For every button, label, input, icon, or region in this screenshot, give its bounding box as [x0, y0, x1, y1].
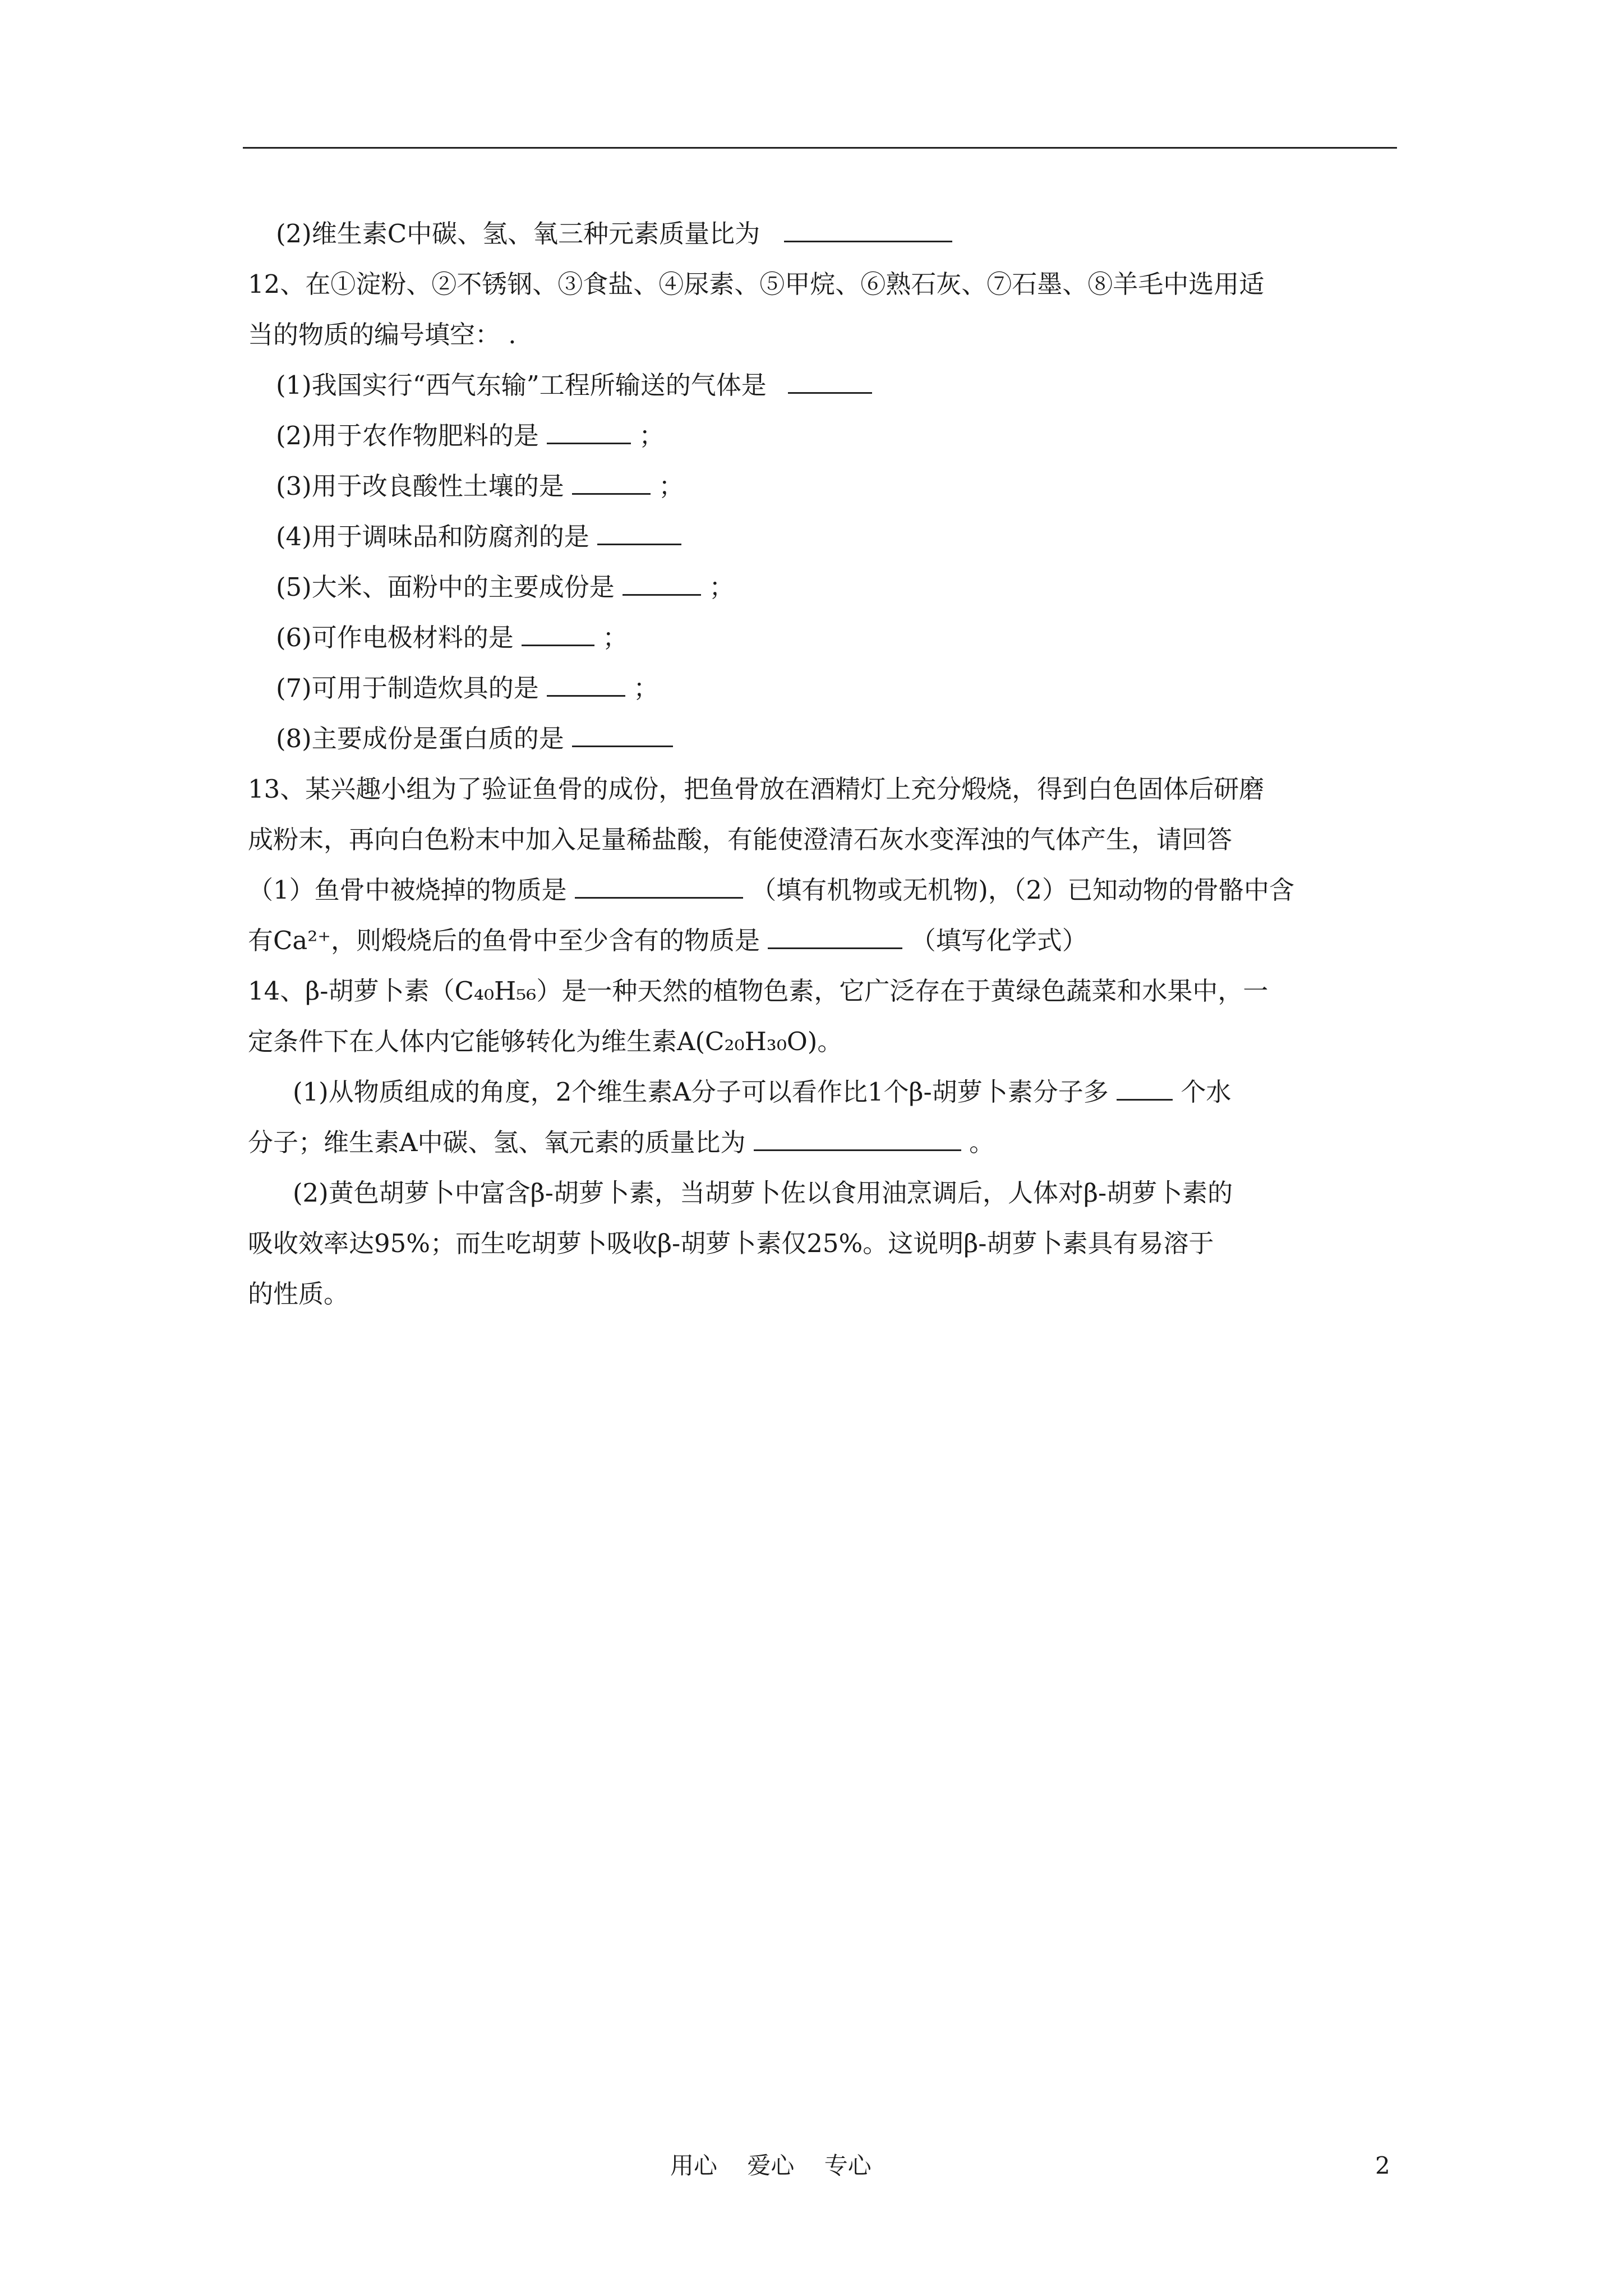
line-text: 13、某兴趣小组为了验证鱼骨的成份，把鱼骨放在酒精灯上充分煅烧，得到白色固体后研磨 — [248, 774, 1265, 804]
question-13-part-1 — [248, 865, 1398, 915]
question-12-part-1 — [248, 360, 1398, 411]
footer-motto: 用心 爱心 专心 — [670, 2152, 872, 2179]
answer-blank[interactable] — [572, 720, 673, 747]
question-12-stem-cont — [248, 310, 1398, 360]
question-13-stem — [248, 764, 1398, 815]
line-text: (5)大米、面粉中的主要成份是 — [276, 572, 615, 602]
question-14-stem-cont — [248, 1016, 1398, 1067]
question-14-stem — [248, 966, 1398, 1016]
line-text: 当的物质的编号填空： . — [248, 320, 517, 349]
answer-blank[interactable] — [1117, 1073, 1173, 1101]
line-text: (4)用于调味品和防腐剂的是 — [276, 522, 589, 551]
line-suffix: ； — [602, 623, 628, 652]
answer-blank[interactable] — [768, 922, 902, 949]
line-text: 分子；维生素A中碳、氢、氧元素的质量比为 — [248, 1128, 746, 1157]
line-text: 14、β-胡萝卜素（C₄₀H₅₆）是一种天然的植物色素，它广泛存在于黄绿色蔬菜和水果中，一 — [248, 976, 1269, 1006]
question-12-part-6 — [248, 613, 1398, 663]
question-12-part-2 — [248, 411, 1398, 461]
line-text: (1)从物质组成的角度，2个维生素A分子可以看作比1个β-胡萝卜素分子多 — [293, 1077, 1109, 1107]
line-text: (8)主要成份是蛋白质的是 — [276, 724, 564, 753]
line-text: (2)维生素C中碳、氢、氧三种元素质量比为 — [276, 219, 760, 249]
line-text: 成粉末，再向白色粉末中加入足量稀盐酸，有能使澄清石灰水变浑浊的气体产生，请回答 — [248, 825, 1233, 854]
answer-blank[interactable] — [547, 417, 631, 444]
answer-blank[interactable] — [597, 518, 681, 545]
answer-blank[interactable] — [572, 467, 651, 495]
question-12-part-4 — [248, 512, 1398, 562]
line-text: 12、在①淀粉、②不锈钢、③食盐、④尿素、⑤甲烷、⑥熟石灰、⑦石墨、⑧羊毛中选用适 — [248, 269, 1265, 299]
answer-blank[interactable] — [522, 619, 594, 646]
answer-blank[interactable] — [754, 1124, 961, 1151]
answer-blank[interactable] — [623, 568, 701, 596]
line-text: 有Ca²⁺，则煅烧后的鱼骨中至少含有的物质是 — [248, 926, 760, 955]
question-13-stem-cont — [248, 815, 1398, 865]
line-suffix: （填有机物或无机物)，（2）已知动物的骨骼中含 — [751, 875, 1294, 905]
question-12-part-5 — [248, 562, 1398, 613]
answer-blank[interactable] — [784, 215, 952, 242]
question-12-stem — [248, 259, 1398, 310]
question-12-part-8 — [248, 714, 1398, 764]
question-12-part-3 — [248, 461, 1398, 512]
line-suffix: ； — [639, 421, 665, 450]
line-text: 定条件下在人体内它能够转化为维生素A(C₂₀H₃₀O)。 — [248, 1027, 843, 1056]
line-text: (6)可作电极材料的是 — [276, 623, 514, 652]
answer-blank[interactable] — [788, 366, 872, 394]
line-suffix: ； — [633, 673, 659, 703]
answer-blank[interactable] — [575, 871, 743, 899]
line-suffix: 。 — [969, 1128, 995, 1157]
line-text: (7)可用于制造炊具的是 — [276, 673, 539, 703]
question-14-part-1 — [248, 1067, 1398, 1117]
line-suffix: ； — [658, 471, 684, 501]
line-text: (1)我国实行“西气东输”工程所输送的气体是 — [276, 370, 767, 400]
line-suffix: （填写化学式） — [910, 926, 1087, 955]
question-12-part-7 — [248, 663, 1398, 714]
answer-blank[interactable] — [547, 669, 625, 697]
line-suffix: ； — [709, 572, 735, 602]
page-number: 2 — [1375, 2152, 1390, 2179]
line-suffix: 个水 — [1181, 1077, 1232, 1107]
line-text: (3)用于改良酸性土壤的是 — [276, 471, 564, 501]
line-text: （1）鱼骨中被烧掉的物质是 — [248, 875, 567, 905]
line-text: 吸收效率达95%；而生吃胡萝卜吸收β-胡萝卜素仅25%。这说明β-胡萝卜素具有易溶于 — [248, 1228, 1214, 1258]
question-13-part-2 — [248, 915, 1398, 966]
question-14-part-1-cont — [248, 1117, 1398, 1168]
document-body — [248, 209, 1398, 1319]
question-11-part-2 — [248, 209, 1398, 259]
line-text: (2)用于农作物肥料的是 — [276, 421, 539, 450]
question-14-part-2 — [248, 1168, 1398, 1218]
line-text: 的性质。 — [248, 1279, 349, 1309]
line-text: (2)黄色胡萝卜中富含β-胡萝卜素，当胡萝卜佐以食用油烹调后，人体对β-胡萝卜素的 — [293, 1178, 1233, 1208]
question-14-part-2-end — [248, 1269, 1398, 1319]
question-14-part-2-cont — [248, 1218, 1398, 1269]
header-rule — [243, 147, 1397, 149]
